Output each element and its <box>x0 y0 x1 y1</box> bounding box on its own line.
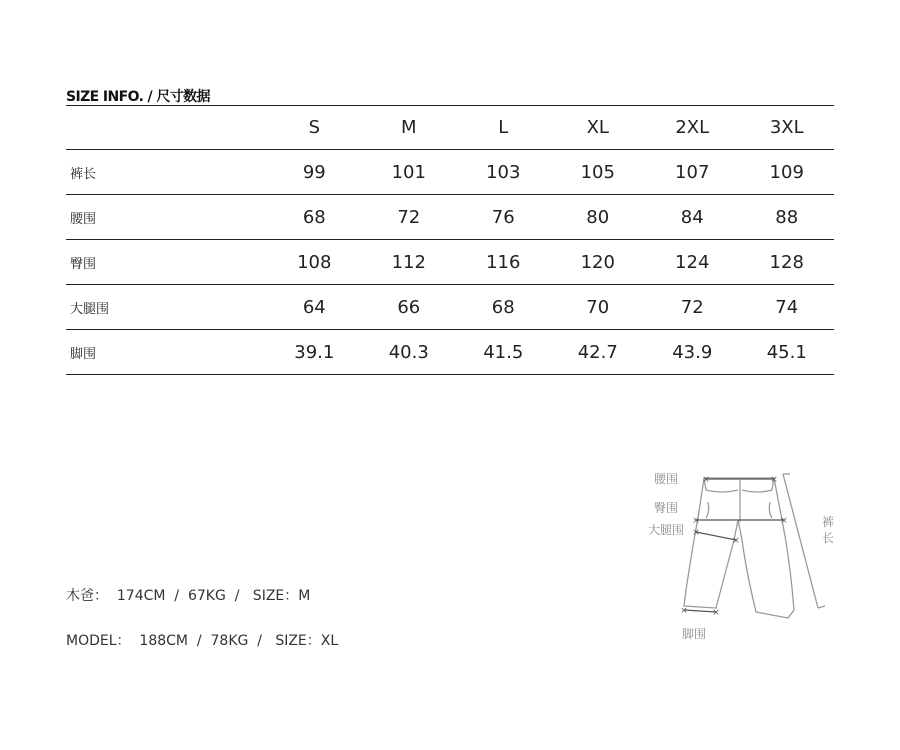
table-row <box>66 285 834 330</box>
svg-text:×: × <box>732 536 740 546</box>
table-cell: 109 <box>739 150 834 195</box>
table-cell: 107 <box>645 150 739 195</box>
header-size-m: M <box>362 106 456 150</box>
table-cell: 64 <box>267 285 361 330</box>
table-cell: 120 <box>551 240 645 285</box>
model-info-line: 木爸： 174CM / 67KG / SIZE：M <box>66 588 311 604</box>
svg-text:×: × <box>770 475 778 485</box>
pants-measurement-diagram <box>630 460 850 650</box>
svg-text:×: × <box>692 516 700 526</box>
table-cell: 99 <box>267 150 361 195</box>
measure-marks <box>680 475 788 618</box>
table-row <box>66 240 834 285</box>
svg-text:×: × <box>680 606 688 616</box>
table-row <box>66 150 834 195</box>
table-cell: 105 <box>551 150 645 195</box>
svg-text:×: × <box>712 608 720 618</box>
table-cell: 128 <box>739 240 834 285</box>
svg-text:×: × <box>780 516 788 526</box>
label-hem: 脚围 <box>681 627 707 641</box>
table-cell: 70 <box>551 285 645 330</box>
table-cell: 42.7 <box>551 330 645 375</box>
row-label: 大腿围 <box>66 285 267 330</box>
pants-outline <box>684 474 825 618</box>
row-label: 臀围 <box>66 240 267 285</box>
svg-text:×: × <box>702 475 710 485</box>
label-waist: 腰围 <box>653 472 679 486</box>
table-cell: 72 <box>362 195 456 240</box>
header-size-xl: XL <box>551 106 645 150</box>
size-table <box>66 105 834 375</box>
header-size-2xl: 2XL <box>645 106 739 150</box>
table-cell: 103 <box>456 150 550 195</box>
row-label: 腰围 <box>66 195 267 240</box>
table-cell: 76 <box>456 195 550 240</box>
table-row <box>66 330 834 375</box>
table-cell: 66 <box>362 285 456 330</box>
section-title: SIZE INFO. / 尺寸数据 <box>66 89 210 105</box>
table-row <box>66 195 834 240</box>
label-thigh: 大腿围 <box>647 523 685 537</box>
table-cell: 116 <box>456 240 550 285</box>
table-cell: 124 <box>645 240 739 285</box>
header-corner-cell <box>66 106 267 150</box>
svg-text:×: × <box>692 528 700 538</box>
row-label: 脚围 <box>66 330 267 375</box>
table-header-row <box>66 106 834 150</box>
table-cell: 74 <box>739 285 834 330</box>
table-cell: 68 <box>456 285 550 330</box>
header-size-s: S <box>267 106 361 150</box>
model-info-line: MODEL： 188CM / 78KG / SIZE：XL <box>66 633 339 649</box>
row-label: 裤长 <box>66 150 267 195</box>
table-cell: 41.5 <box>456 330 550 375</box>
table-cell: 112 <box>362 240 456 285</box>
table-cell: 43.9 <box>645 330 739 375</box>
label-length-top: 裤 <box>821 515 835 529</box>
table-cell: 80 <box>551 195 645 240</box>
table-cell: 68 <box>267 195 361 240</box>
table-cell: 39.1 <box>267 330 361 375</box>
table-cell: 40.3 <box>362 330 456 375</box>
table-cell: 84 <box>645 195 739 240</box>
label-hip: 臀围 <box>653 501 679 515</box>
table-cell: 72 <box>645 285 739 330</box>
table-cell: 45.1 <box>739 330 834 375</box>
header-size-3xl: 3XL <box>739 106 834 150</box>
table-cell: 108 <box>267 240 361 285</box>
table-cell: 101 <box>362 150 456 195</box>
table-cell: 88 <box>739 195 834 240</box>
label-length-bottom: 长 <box>821 531 835 545</box>
header-size-l: L <box>456 106 550 150</box>
